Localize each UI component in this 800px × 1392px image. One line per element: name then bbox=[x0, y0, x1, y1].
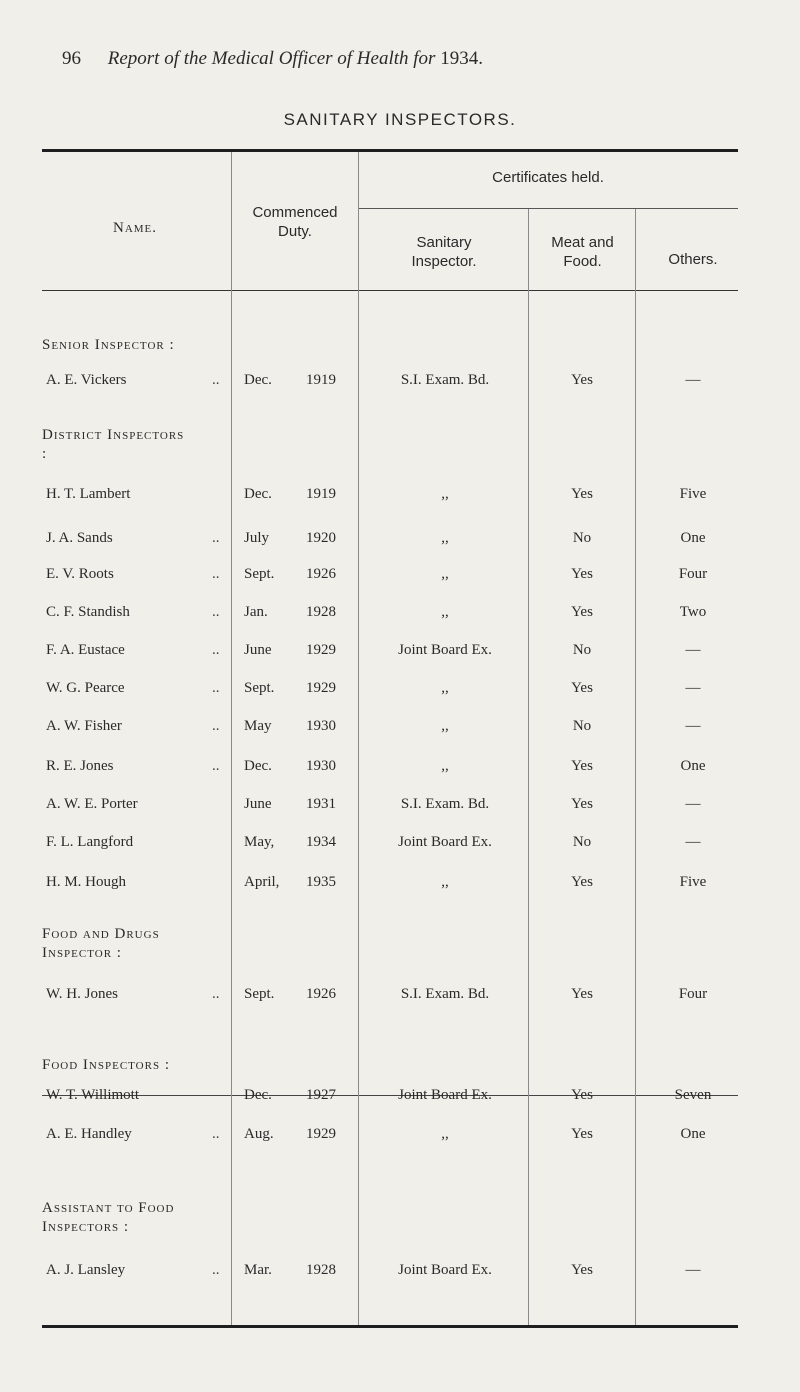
cell-sanitary-inspector: Joint Board Ex. bbox=[398, 1087, 492, 1103]
cell-meat-and-food: Yes bbox=[571, 758, 593, 774]
cell-month: June bbox=[244, 642, 272, 658]
cell-leader-dots: .. bbox=[212, 642, 220, 658]
cell-name: H. M. Hough bbox=[46, 874, 127, 890]
cell-sanitary-inspector: Joint Board Ex. bbox=[398, 642, 492, 658]
cell-month: May, bbox=[244, 834, 275, 850]
cell-leader-dots: .. bbox=[212, 530, 220, 546]
cell-sanitary-inspector: ,, bbox=[441, 604, 449, 620]
cell-sanitary-inspector: ,, bbox=[441, 566, 449, 582]
cell-month: April, bbox=[244, 874, 280, 890]
cell-leader-dots: .. bbox=[212, 604, 220, 620]
cell-sanitary-inspector: ,, bbox=[441, 486, 449, 502]
cell-name: A. E. Handley bbox=[46, 1126, 132, 1142]
cell-others: Two bbox=[679, 604, 707, 620]
section-assistant-food-inspectors: Assistant to Food Inspectors : bbox=[42, 1200, 175, 1235]
cell-meat-and-food: Yes bbox=[571, 566, 593, 582]
cell-name: C. F. Standish bbox=[46, 604, 130, 620]
cell-name: W. H. Jones bbox=[46, 986, 118, 1002]
cell-others: Four bbox=[678, 986, 708, 1002]
cell-name: A. E. Vickers bbox=[46, 372, 127, 388]
cell-leader-dots: .. bbox=[212, 566, 220, 582]
cell-year: 1928 bbox=[306, 604, 336, 620]
cell-sanitary-inspector: S.I. Exam. Bd. bbox=[400, 986, 490, 1002]
cell-year: 1929 bbox=[306, 642, 336, 658]
cell-name: A. W. E. Porter bbox=[46, 796, 138, 812]
cell-sanitary-inspector: ,, bbox=[441, 874, 449, 890]
cell-meat-and-food: Yes bbox=[571, 986, 593, 1002]
cell-name: A. W. Fisher bbox=[46, 718, 122, 734]
header-sanitary-inspector: Sanitary Inspector. bbox=[411, 234, 477, 270]
cell-year: 1919 bbox=[306, 372, 336, 388]
cell-others: — bbox=[685, 718, 701, 734]
cell-year: 1926 bbox=[306, 986, 336, 1002]
cell-meat-and-food: No bbox=[572, 642, 592, 658]
cell-others: One bbox=[680, 530, 706, 546]
cell-sanitary-inspector: S.I. Exam. Bd. bbox=[400, 796, 490, 812]
cell-leader-dots: .. bbox=[212, 1126, 220, 1142]
cell-month: Mar. bbox=[244, 1262, 272, 1278]
cell-month: Aug. bbox=[244, 1126, 274, 1142]
cell-month: May bbox=[244, 718, 272, 734]
cell-name: R. E. Jones bbox=[46, 758, 114, 774]
cell-month: June bbox=[244, 796, 272, 812]
cell-sanitary-inspector: S.I. Exam. Bd. bbox=[400, 372, 490, 388]
cell-sanitary-inspector: ,, bbox=[441, 680, 449, 696]
cell-sanitary-inspector: ,, bbox=[441, 1126, 449, 1142]
section-district-inspectors: District Inspectors : bbox=[42, 427, 185, 462]
cell-meat-and-food: Yes bbox=[571, 1087, 593, 1103]
cell-sanitary-inspector: ,, bbox=[441, 530, 449, 546]
cell-name: A. J. Lansley bbox=[46, 1262, 126, 1278]
cell-name: W. G. Pearce bbox=[46, 680, 125, 696]
cell-name: H. T. Lambert bbox=[46, 486, 131, 502]
section-food-drugs-inspector: Food and Drugs Inspector : bbox=[42, 926, 160, 961]
cell-month: July bbox=[244, 530, 270, 546]
cell-meat-and-food: Yes bbox=[571, 796, 593, 812]
cell-sanitary-inspector: ,, bbox=[441, 718, 449, 734]
cell-others: Five bbox=[679, 874, 707, 890]
header-commenced-duty: Commenced Duty. bbox=[252, 204, 338, 240]
cell-year: 1934 bbox=[306, 834, 336, 850]
cell-name: F. L. Langford bbox=[46, 834, 134, 850]
cell-leader-dots: .. bbox=[212, 758, 220, 774]
header-others: Others. bbox=[668, 251, 718, 268]
header-certificates-held: Certificates held. bbox=[492, 169, 604, 186]
cell-others: One bbox=[680, 1126, 706, 1142]
cell-meat-and-food: Yes bbox=[571, 680, 593, 696]
cell-meat-and-food: Yes bbox=[571, 372, 593, 388]
table-title: SANITARY INSPECTORS. bbox=[283, 110, 517, 129]
cell-name: F. A. Eustace bbox=[46, 642, 125, 658]
cell-year: 1931 bbox=[306, 796, 336, 812]
report-year: 1934. bbox=[440, 48, 483, 69]
cell-meat-and-food: No bbox=[572, 718, 592, 734]
cell-others: Five bbox=[679, 486, 707, 502]
cell-sanitary-inspector: Joint Board Ex. bbox=[398, 1262, 492, 1278]
cell-name: E. V. Roots bbox=[46, 566, 114, 582]
cell-meat-and-food: No bbox=[572, 530, 592, 546]
cell-others: — bbox=[685, 1262, 701, 1278]
cell-meat-and-food: Yes bbox=[571, 874, 593, 890]
cell-others: Four bbox=[678, 566, 708, 582]
cell-leader-dots: .. bbox=[212, 986, 220, 1002]
cell-year: 1929 bbox=[306, 1126, 336, 1142]
cell-leader-dots: .. bbox=[212, 1262, 220, 1278]
cell-meat-and-food: Yes bbox=[571, 486, 593, 502]
cell-meat-and-food: Yes bbox=[571, 1126, 593, 1142]
header-name: Name. bbox=[112, 220, 158, 236]
header-meat-and-food: Meat and Food. bbox=[551, 234, 614, 270]
cell-month: Dec. bbox=[244, 758, 272, 774]
cell-year: 1929 bbox=[306, 680, 336, 696]
cell-year: 1930 bbox=[306, 718, 336, 734]
cell-month: Dec. bbox=[244, 486, 272, 502]
cell-month: Sept. bbox=[244, 566, 275, 582]
cell-name: J. A. Sands bbox=[46, 530, 113, 546]
cell-others: One bbox=[680, 758, 706, 774]
cell-year: 1926 bbox=[306, 566, 336, 582]
cell-year: 1919 bbox=[306, 486, 336, 502]
cell-others: — bbox=[685, 372, 701, 388]
cell-meat-and-food: Yes bbox=[571, 1262, 593, 1278]
cell-year: 1927 bbox=[306, 1087, 336, 1103]
cell-meat-and-food: Yes bbox=[571, 604, 593, 620]
cell-others: — bbox=[685, 642, 701, 658]
cell-month: Jan. bbox=[244, 604, 268, 620]
cell-year: 1930 bbox=[306, 758, 336, 774]
cell-others: — bbox=[685, 680, 701, 696]
cell-name: W. T. Willimott bbox=[46, 1087, 140, 1103]
cell-year: 1935 bbox=[306, 874, 336, 890]
cell-others: Seven bbox=[674, 1087, 712, 1103]
cell-others: — bbox=[685, 834, 701, 850]
cell-meat-and-food: No bbox=[572, 834, 592, 850]
cell-year: 1920 bbox=[306, 530, 336, 546]
cell-sanitary-inspector: ,, bbox=[441, 758, 449, 774]
cell-sanitary-inspector: Joint Board Ex. bbox=[398, 834, 492, 850]
cell-month: Sept. bbox=[244, 680, 275, 696]
cell-leader-dots: .. bbox=[212, 372, 220, 388]
cell-leader-dots: .. bbox=[212, 718, 220, 734]
page-number: 96 bbox=[62, 48, 81, 69]
cell-leader-dots: .. bbox=[212, 680, 220, 696]
cell-others: — bbox=[685, 796, 701, 812]
cell-month: Dec. bbox=[244, 1087, 272, 1103]
section-food-inspectors: Food Inspectors : bbox=[42, 1057, 170, 1073]
cell-month: Dec. bbox=[244, 372, 272, 388]
report-title: Report of the Medical Officer of Health for bbox=[107, 48, 436, 69]
cell-year: 1928 bbox=[306, 1262, 336, 1278]
cell-month: Sept. bbox=[244, 986, 275, 1002]
section-senior-inspector: Senior Inspector : bbox=[42, 337, 175, 353]
